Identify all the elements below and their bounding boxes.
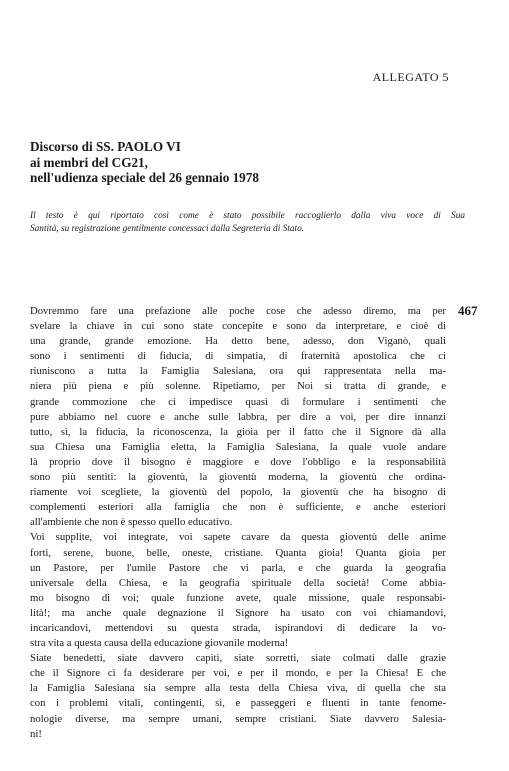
text-line: Siate benedetti, siate davvero capiti, siate sorretti, siate colmati dalle grazie [30,652,446,665]
text-line: Voi supplite, voi integrate, voi sapete cavare da questa gioventù delle anime [30,531,446,544]
title-line-1: Discorso di SS. PAOLO VI [30,139,181,154]
speech-body [30,304,446,742]
text-line: sono più sentiti: la gioventù, la gioventù moderna, la gioventù che ordina- [30,471,446,484]
text-line: mo bisogno di voi; quale funzione avete, quale missione, quale responsabi- [30,591,446,604]
title-line-2: ai membri del CG21, [30,154,148,170]
text-line: Dovremmo fare una prefazione alle poche cose che adesso diremo, ma per [30,305,446,317]
text-line: universale della Chiesa, e la geografia spirituale della società! Come abbia- [30,576,446,589]
paragraph [30,651,446,742]
text-line: all'ambiente che non è spesso quello educativo. [30,516,233,529]
paragraph [30,530,446,651]
document-title [30,139,460,186]
text-line: la Famiglia Salesiana sia sempre alla testa della Chiesa viva, di quella che sta [30,682,446,695]
text-line: con i problemi vitali, contingenti, sì, e passeggeri e fluenti in tante fenome- [30,697,446,710]
page-number: 467 [458,303,478,318]
text-line: riamente voi scegliete, la gioventù del popolo, la gioventù che ha bisogno di [30,486,446,499]
text-line: pure abbiamo nel cuore e anche sulle labbra, per dire a voi, per dire innanzi [30,410,446,423]
paragraph [30,304,446,530]
text-line: che il Signore ci fa desiderare per voi, e per il mondo, e per la Chiesa! E che [30,667,446,680]
text-line: un Pastore, per l'umile Pastore che vi parla, e che guarda la geografia [30,561,446,574]
text-line: stra vita a questa causa della educazione giovanile moderna! [30,637,289,650]
text-line: lità!; ma anche quale degnazione il Signore ha usato con voi chiamandovi, [30,606,446,619]
text-line: svelare la chiave in cui sono state concepite e sono da interpretare, e cioè di [30,320,446,333]
text-line: una grande, grande emozione. Ha detto bene, adesso, don Viganò, quali [30,335,446,348]
text-line: incaricandovi, mettendovi su questa strada, ispirandovi di dedicare la vo- [30,621,446,634]
note-line-2: Santità, su registrazione gentilmente concessaci dalla Segreteria di Stato. [30,224,305,234]
text-line: complementi esteriori alla famiglia che non è sufficiente, e anche esteriori [30,501,446,514]
text-line: nologie diverse, ma sempre umani, sempre cristiani. Siate davvero Salesia- [30,712,446,725]
text-line: riuniscono a tutta la Famiglia Salesiana, ora qui rappresentata nella ma- [30,365,446,378]
appendix-label: ALLEGATO 5 [372,70,449,84]
text-line: là proprio dove il bisogno è maggiore e dove l'obbligo e la responsabilità [30,455,446,468]
text-line: grande commozione che ci impedisce quasi di formulare i sentimenti che [30,395,446,408]
note-line-1: Il testo è qui riportato così come è stato possibile raccoglierlo dalla viva voce di Sua [30,211,465,221]
text-line: sono i sentimenti di fiducia, di simpatia, di fraternità apostolica che ci [30,350,446,363]
text-line: forti, serene, buone, belle, oneste, cristiane. Quanta gioia! Quanta gioia per [30,546,446,559]
text-line: niera più piena e più solenne. Ripetiamo, per Noi si tratta di grande, e [30,380,446,393]
text-line: ni! [30,727,42,740]
source-note [30,210,465,236]
title-line-3: nell'udienza speciale del 26 gennaio 1978 [30,170,259,185]
text-line: sua Chiesa una Famiglia eletta, la Famiglia Salesiana, la quale vuole andare [30,440,446,453]
text-line: tutto, sì, la fiducia, la riconoscenza, la gioia per il fatto che il Signore dà alla [30,425,446,438]
